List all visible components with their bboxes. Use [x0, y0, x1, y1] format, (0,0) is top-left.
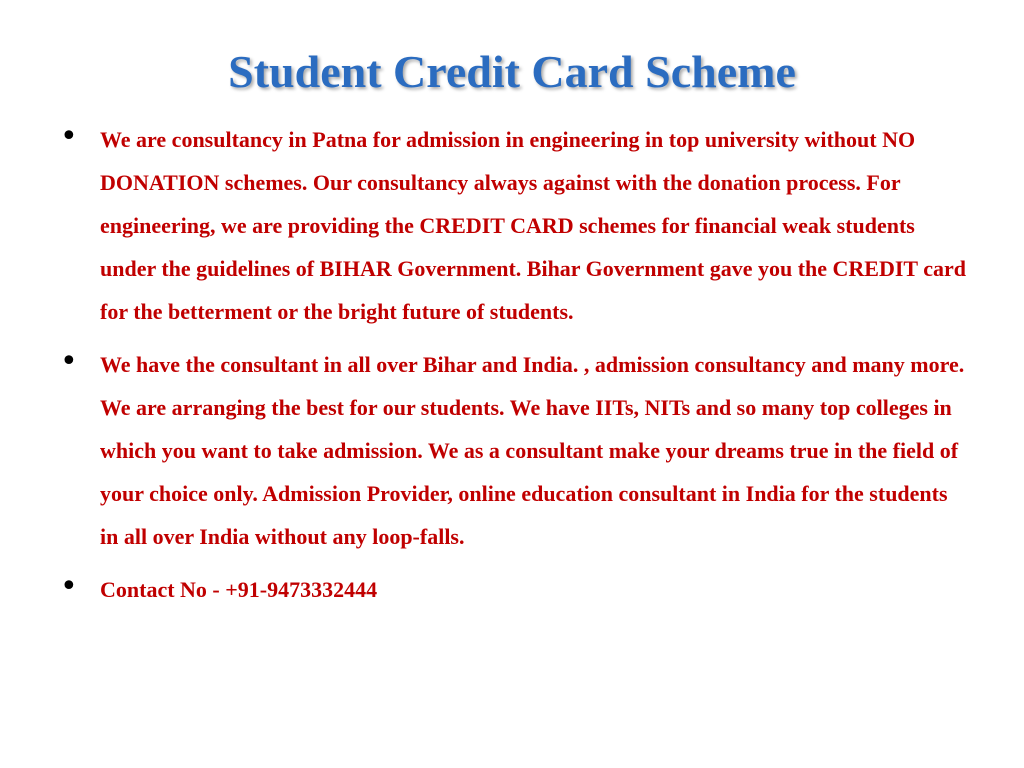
bullet-text: We have the consultant in all over Bihar and India. , admission consultancy and many more. We are arranging the best for our students. We have IITs, NITs and so many top colleges in which you want to take admission. We as a consultant make your dreams true in the field of your choice only. Admission Provider, online education consultant in India for the students in all over India without any loop-falls.	[100, 352, 965, 549]
bullet-dot-icon: •	[60, 569, 78, 604]
slide-title: Student Credit Card Scheme	[228, 46, 796, 97]
bullet-dot-icon: •	[60, 119, 78, 154]
bullet-dot-icon: •	[60, 344, 78, 379]
bullet-text: We are consultancy in Patna for admission in engineering in top university without NO DONATION schemes. Our consultancy always against with the donation process. For engineering, we are providing the CREDIT CARD schemes for financial weak students under the guidelines of BIHAR Government. Bihar Government gave you the CREDIT card for the betterment or the bright future of students.	[100, 127, 966, 324]
bullet-list	[60, 118, 970, 621]
bullet-item	[60, 343, 970, 558]
bullet-item	[60, 118, 970, 333]
contact-text: Contact No - +91-9473332444	[100, 577, 378, 602]
bullet-item	[60, 568, 970, 611]
